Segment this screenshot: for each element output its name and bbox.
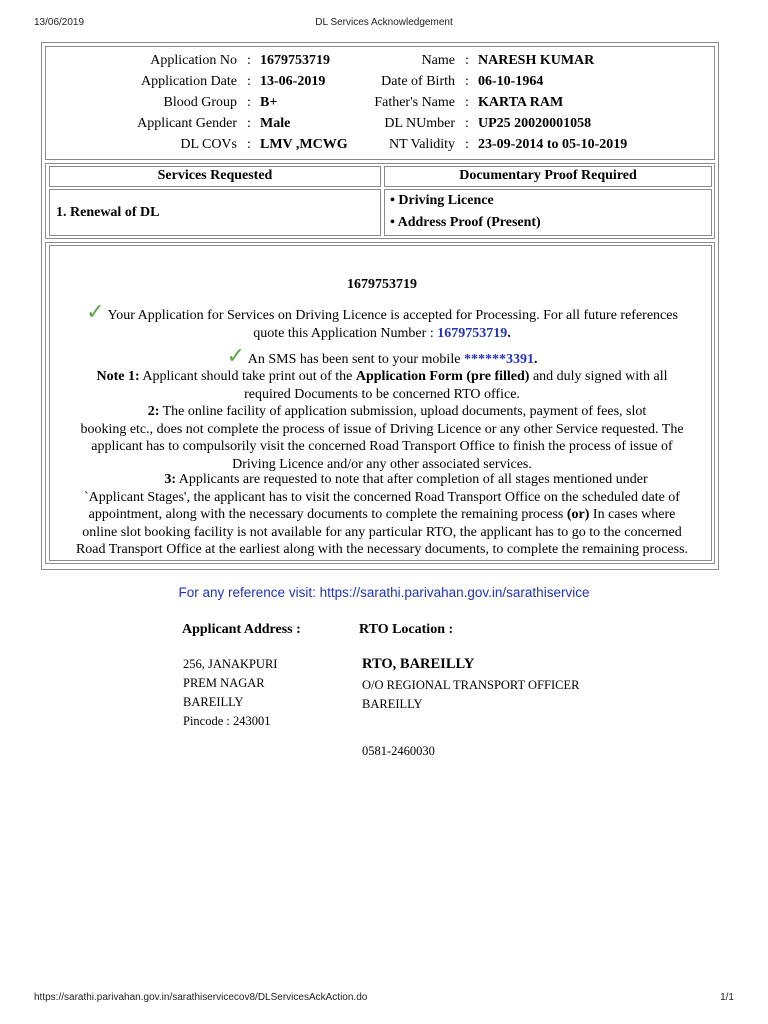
page-number: 1/1 — [720, 992, 734, 1003]
info-label: DL COVs — [180, 137, 237, 152]
application-date-value: 13-06-2019 — [260, 74, 326, 89]
application-number-heading: 1679753719 — [347, 277, 417, 292]
info-colon: : — [247, 74, 251, 89]
dob-value: 06-10-1964 — [478, 74, 544, 89]
note-3-line-2: `Applicant Stages', the applicant has to visit the concerned Road Transport Office on the scheduled date of — [84, 489, 680, 505]
info-colon: : — [465, 53, 469, 68]
check-icon: ✓ — [86, 300, 105, 325]
info-colon: : — [247, 53, 251, 68]
rto-address — [362, 676, 579, 714]
service-item: 1. Renewal of DL — [56, 205, 160, 220]
note-3-label: 3: — [164, 472, 177, 487]
address-line: 256, JANAKPURI — [183, 657, 278, 671]
rto-name: RTO, BAREILLY — [362, 656, 475, 672]
rto-address-line: BAREILLY — [362, 697, 423, 711]
note-2 — [51, 403, 713, 473]
name-value: NARESH KUMAR — [478, 53, 595, 68]
note-2-line-3: applicant has to compulsorily visit the concerned Road Transport Office to finish the process of issue of — [91, 439, 673, 454]
accepted-text-2: quote this Application Number : — [253, 325, 434, 341]
info-colon: : — [247, 137, 251, 152]
note-3-line-1: Applicants are requested to note that after completion of all stages mentioned under — [178, 472, 648, 487]
rto-phone: 0581-2460030 — [362, 744, 435, 758]
note-3-line-3: appointment, along with the necessary documents to complete the remaining process — [88, 507, 564, 522]
reference-link[interactable]: For any reference visit: https://sarathi.parivahan.gov.in/sarathiservice — [178, 585, 590, 600]
info-label: Date of Birth — [381, 74, 455, 89]
proof-item: • Address Proof (Present) — [390, 215, 541, 230]
info-label: DL NUmber — [384, 116, 455, 131]
address-line: BAREILLY — [183, 695, 244, 709]
accepted-text: Your Application for Services on Driving Licence is accepted for Processing. For all future references — [107, 308, 678, 323]
masked-mobile-number: ******3391 — [463, 352, 534, 367]
info-label: Name — [421, 53, 455, 68]
info-label: Application No — [150, 53, 237, 68]
info-label: Application Date — [140, 74, 237, 89]
page-url: https://sarathi.parivahan.gov.in/sarathiservicecov8/DLServicesAckAction.do — [34, 992, 368, 1003]
note-1-text: Applicant should take print out of the — [142, 369, 353, 384]
note-3 — [51, 471, 713, 559]
note-1 — [51, 368, 713, 403]
info-colon: : — [465, 137, 469, 152]
dl-number-value: UP25 20020001058 — [478, 116, 592, 131]
applicant-address-heading: Applicant Address : — [182, 622, 301, 637]
check-icon: ✓ — [226, 344, 245, 369]
info-colon: : — [247, 116, 251, 131]
sms-message — [51, 344, 713, 369]
address-line: PREM NAGAR — [183, 676, 265, 690]
note-2-line-4: Driving Licence and/or any other associated services. — [232, 456, 532, 472]
note-1-line-2: required Documents to be concerned RTO office. — [244, 386, 520, 402]
print-date: 13/06/2019 — [34, 17, 85, 28]
period: . — [533, 352, 538, 367]
note-2-line-2: booking etc., does not complete the process of issue of Driving Licence or any other Service requested. The — [80, 421, 684, 437]
page-title: DL Services Acknowledgement — [315, 17, 453, 28]
info-label: NT Validity — [389, 137, 455, 152]
blood-group-value: B+ — [260, 95, 278, 110]
sms-text: An SMS has been sent to your mobile — [247, 352, 461, 367]
services-requested-header: Services Requested — [157, 168, 273, 183]
note-3-line-5: Road Transport Office at the earliest along with the necessary documents, to complete the remaining process. — [75, 542, 689, 557]
info-colon: : — [465, 95, 469, 110]
period: . — [507, 325, 511, 341]
gender-value: Male — [260, 116, 291, 131]
nt-validity-value: 23-09-2014 to 05-10-2019 — [478, 137, 628, 152]
application-no-value: 1679753719 — [260, 53, 330, 68]
applicant-address — [183, 655, 277, 731]
rto-address-line: O/O REGIONAL TRANSPORT OFFICER — [362, 678, 580, 692]
accepted-message — [51, 300, 713, 342]
note-1-bold: Application Form (pre filled) — [355, 369, 530, 384]
note-2-label: 2: — [147, 404, 160, 419]
accepted-number: 1679753719 — [437, 325, 508, 341]
fathers-name-value: KARTA RAM — [478, 95, 564, 110]
note-3-line-3b: In cases where — [592, 507, 676, 522]
info-colon: : — [247, 95, 251, 110]
info-colon: : — [465, 116, 469, 131]
note-1-label: Note 1: — [96, 369, 140, 384]
dl-covs-value: LMV ,MCWG — [260, 137, 348, 152]
documentary-proof-header: Documentary Proof Required — [459, 168, 637, 183]
rto-location-heading: RTO Location : — [359, 622, 454, 637]
note-3-or: (or) — [566, 507, 590, 522]
info-label: Father's Name — [374, 95, 455, 110]
info-label: Blood Group — [163, 95, 237, 110]
proof-item: • Driving Licence — [390, 193, 494, 208]
note-3-line-4: online slot booking facility is not available for any particular RTO, the applicant has to go to the concerned — [82, 524, 682, 540]
info-label: Applicant Gender — [137, 116, 237, 131]
note-2-line-1: The online facility of application submission, upload documents, payment of fees, slot — [162, 404, 647, 419]
pincode: Pincode : 243001 — [183, 714, 271, 728]
note-1-text-2: and duly signed with all — [532, 369, 668, 384]
info-colon: : — [465, 74, 469, 89]
